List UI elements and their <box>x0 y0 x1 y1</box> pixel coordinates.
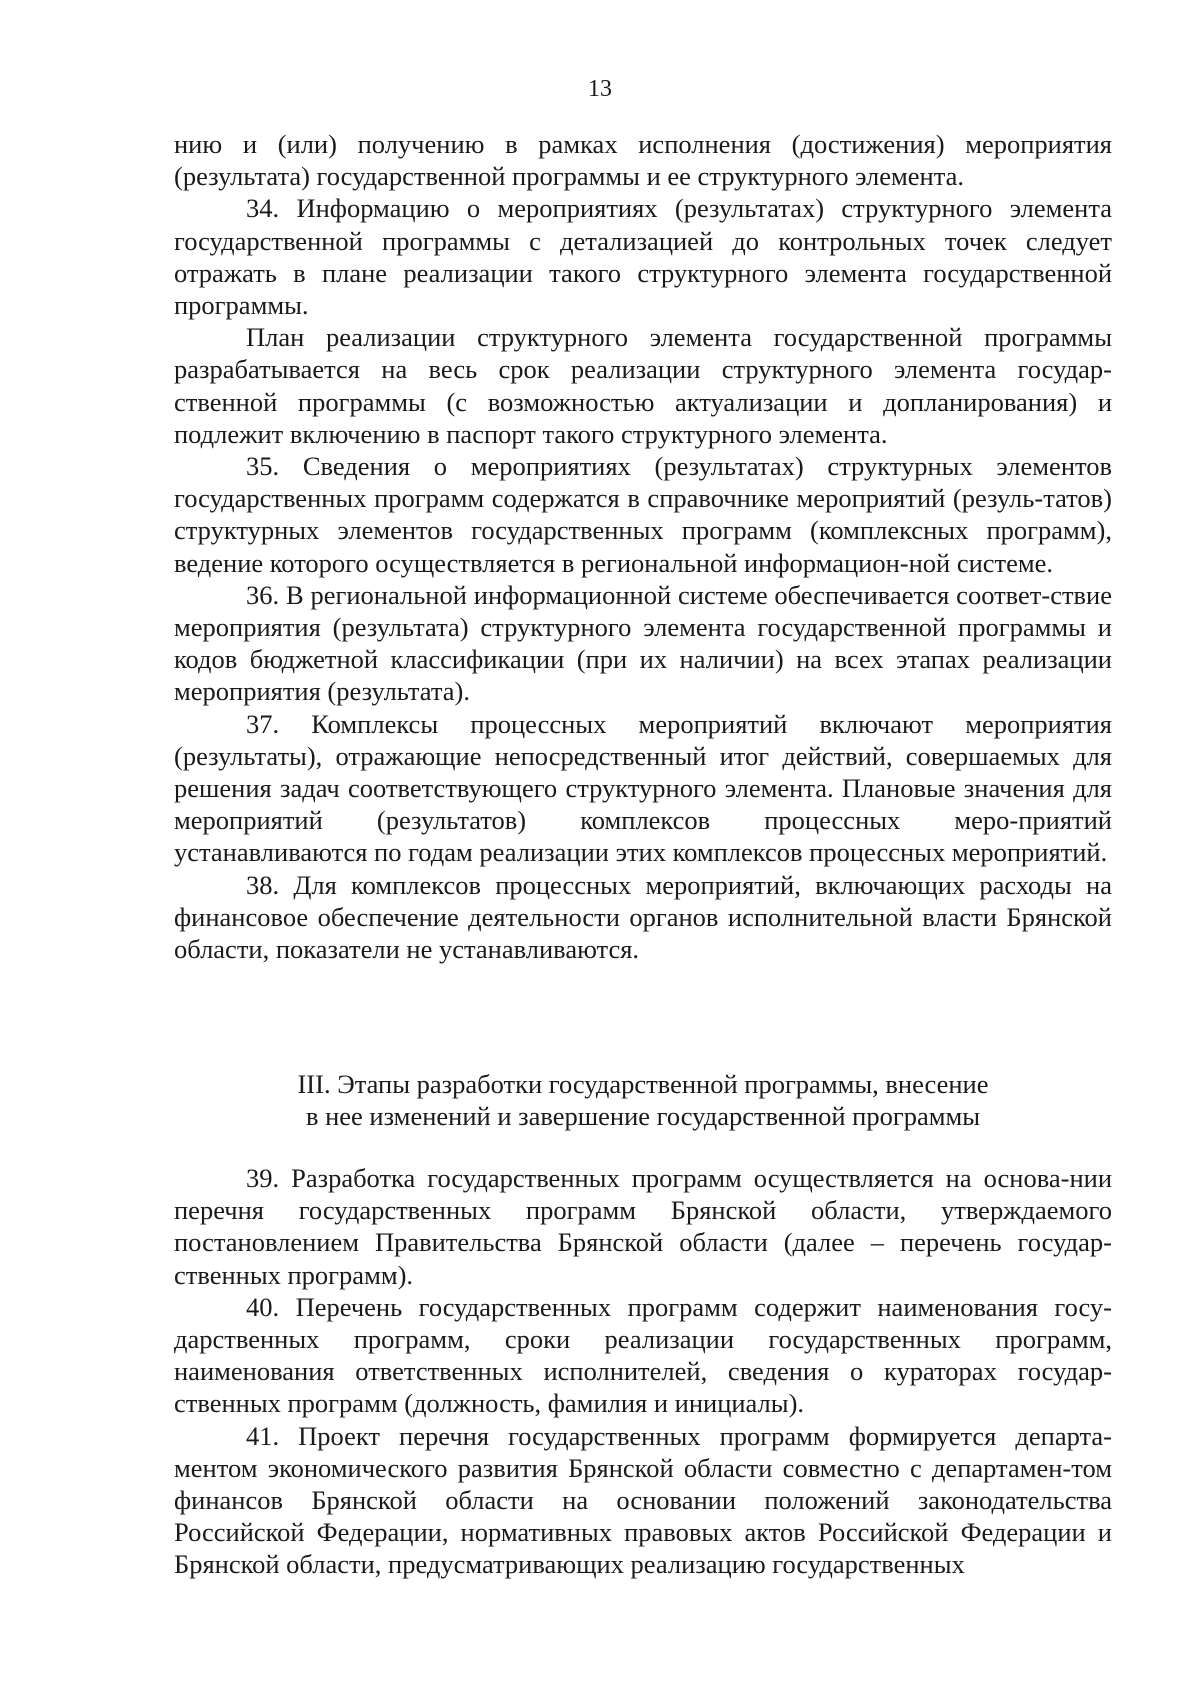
body-text-bottom <box>174 1162 1112 1581</box>
paragraph-plan: План реализации структурного элемента государственной программы разрабатывается на весь срок реализации структурного элемента государ-ственной программы (с возможностью актуализации и допланирования) и подлежит включению в паспорт такого структурного элемента. <box>174 322 1112 449</box>
paragraph-34: 34. Информацию о мероприятиях (результатах) структурного элемента государственной программы с детализацией до контрольных точек следует отражать в плане реализации такого структурного элемента государственной программы. <box>174 193 1112 321</box>
paragraph-40: 40. Перечень государственных программ содержит наименования госу-дарственных программ, сроки реализации государственных программ, наименования ответственных исполнителей, сведения о кураторах государ-ственных программ (должность, фамилия и инициалы). <box>174 1291 1112 1419</box>
paragraph-39: 39. Разработка государственных программ осуществляется на основа-нии перечня государственных программ Брянской области, утверждаемого постановлением Правительства Брянской области (далее – перечень государ-ственных программ). <box>174 1163 1112 1290</box>
paragraph-37: 37. Комплексы процессных мероприятий включают мероприятия (результаты), отражающие непосредственный итог действий, совершаемых для решения задач соответствующего структурного элемента. Плановые значения для мероприятий (результатов) комплексов процессных меро-приятий устанавливаются по годам реализации этих комплексов процессных мероприятий. <box>174 708 1112 868</box>
paragraph-41: 41. Проект перечня государственных программ формируется департа-ментом экономического развития Брянской области совместно с департамен-том финансов Брянской области на основании положений законодательства Российской Федерации, нормативных правовых актов Российской Федерации и Брянской области, предусматривающих реализацию государственных <box>174 1420 1112 1580</box>
paragraph-continuation: нию и (или) получению в рамках исполнения (достижения) мероприятия (результата) государственной программы и ее структурного элемента. <box>174 129 1112 192</box>
page-number: 13 <box>588 76 612 102</box>
section-heading <box>174 1068 1112 1132</box>
paragraph-35: 35. Сведения о мероприятиях (результатах) структурных элементов государственных программ содержатся в справочнике мероприятий (резуль-татов) структурных элементов государственных программ (комплексных программ), ведение которого осуществляется в региональной информацион-ной системе. <box>174 451 1112 578</box>
paragraph-38: 38. Для комплексов процессных мероприятий, включающих расходы на финансовое обеспечение деятельности органов исполнительной власти Брянской области, показатели не устанавливаются. <box>174 869 1112 965</box>
section-heading-line-1: III. Этапы разработки государственной программы, внесение <box>297 1069 989 1099</box>
paragraph-36: 36. В региональной информационной системе обеспечивается соответ-ствие мероприятия (результата) структурного элемента государственной программы и кодов бюджетной классификации (при их наличии) на всех этапах реализации мероприятия (результата). <box>174 579 1112 707</box>
section-heading-line-2: в нее изменений и завершение государственной программы <box>305 1101 981 1132</box>
body-text-top <box>174 128 1112 965</box>
